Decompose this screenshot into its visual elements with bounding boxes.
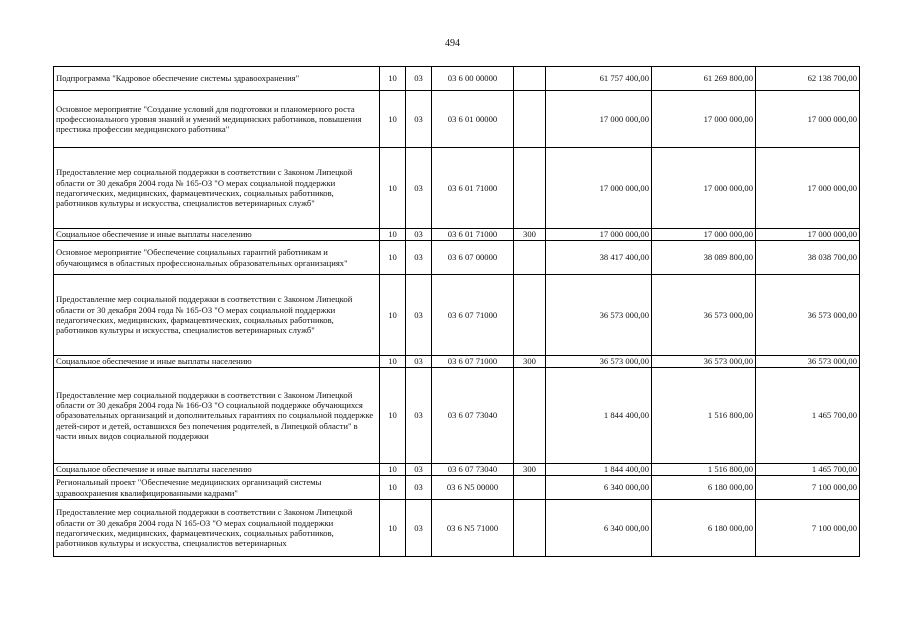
amount-year2-cell: 1 516 800,00 [652, 464, 756, 476]
amount-year3-cell: 1 465 700,00 [756, 464, 860, 476]
item-name-cell: Социальное обеспечение и иные выплаты населению [54, 229, 380, 241]
subsection-code-cell: 03 [406, 476, 432, 500]
section-code-cell: 10 [380, 91, 406, 148]
amount-year1-cell: 61 757 400,00 [546, 67, 652, 91]
amount-year2-cell: 61 269 800,00 [652, 67, 756, 91]
target-article-cell: 03 6 01 71000 [432, 148, 514, 229]
amount-year1-cell: 38 417 400,00 [546, 241, 652, 275]
table-row [54, 356, 860, 368]
expense-type-cell: 300 [514, 356, 546, 368]
subsection-code-cell: 03 [406, 368, 432, 464]
item-name-cell: Предоставление мер социальной поддержки в соответствии с Законом Липецкой области от 30 декабря 2004 года № 165-ОЗ "О мерах социальной поддержки педагогических, медицинских, фармацевтических, социальных работников, работников культуры и искусства, специалистов ветеринарных служб" [54, 148, 380, 229]
amount-year3-cell: 7 100 000,00 [756, 476, 860, 500]
section-code-cell: 10 [380, 67, 406, 91]
amount-year2-cell: 6 180 000,00 [652, 500, 756, 557]
target-article-cell: 03 6 N5 71000 [432, 500, 514, 557]
section-code-cell: 10 [380, 368, 406, 464]
target-article-cell: 03 6 07 73040 [432, 464, 514, 476]
expense-type-cell [514, 67, 546, 91]
item-name-cell: Предоставление мер социальной поддержки в соответствии с Законом Липецкой области от 30 декабря 2004 года N 165-ОЗ "О мерах социальной поддержки педагогических, медицинских, фармацевтических, социальных работников, работников культуры и искусства, специалистов ветеринарных [54, 500, 380, 557]
amount-year2-cell: 17 000 000,00 [652, 229, 756, 241]
amount-year1-cell: 6 340 000,00 [546, 476, 652, 500]
section-code-cell: 10 [380, 229, 406, 241]
amount-year2-cell: 6 180 000,00 [652, 476, 756, 500]
item-name-cell: Подпрограмма "Кадровое обеспечение системы здравоохранения" [54, 67, 380, 91]
section-code-cell: 10 [380, 241, 406, 275]
amount-year2-cell: 38 089 800,00 [652, 241, 756, 275]
target-article-cell: 03 6 07 71000 [432, 356, 514, 368]
subsection-code-cell: 03 [406, 67, 432, 91]
target-article-cell: 03 6 07 71000 [432, 275, 514, 356]
item-name-cell: Региональный проект "Обеспечение медицинских организаций системы здравоохранения квалифицированными кадрами" [54, 476, 380, 500]
item-name-cell: Предоставление мер социальной поддержки в соответствии с Законом Липецкой области от 30 декабря 2004 года № 166-ОЗ "О социальной поддержке обучающихся образовательных организаций и дополнительных гарантиях по социальной поддержке детей-сирот и детей, оставшихся без попечения родителей, в Липецкой области" в части иных видов социальной поддержки [54, 368, 380, 464]
expense-type-cell [514, 148, 546, 229]
target-article-cell: 03 6 01 00000 [432, 91, 514, 148]
budget-table-body [54, 67, 860, 557]
amount-year3-cell: 17 000 000,00 [756, 91, 860, 148]
target-article-cell: 03 6 01 71000 [432, 229, 514, 241]
item-name-cell: Основное мероприятие "Создание условий для подготовки и планомерного роста профессионального уровня знаний и умений медицинских работников, повышения престижа профессии медицинского работника" [54, 91, 380, 148]
budget-table [53, 66, 860, 557]
expense-type-cell [514, 275, 546, 356]
subsection-code-cell: 03 [406, 464, 432, 476]
section-code-cell: 10 [380, 148, 406, 229]
table-row [54, 368, 860, 464]
item-name-cell: Социальное обеспечение и иные выплаты населению [54, 464, 380, 476]
section-code-cell: 10 [380, 464, 406, 476]
expense-type-cell [514, 500, 546, 557]
page-number: 494 [445, 38, 460, 49]
subsection-code-cell: 03 [406, 229, 432, 241]
table-row [54, 241, 860, 275]
expense-type-cell [514, 476, 546, 500]
table-row [54, 476, 860, 500]
amount-year1-cell: 1 844 400,00 [546, 368, 652, 464]
amount-year2-cell: 17 000 000,00 [652, 91, 756, 148]
amount-year2-cell: 17 000 000,00 [652, 148, 756, 229]
table-row [54, 229, 860, 241]
section-code-cell: 10 [380, 356, 406, 368]
item-name-cell: Предоставление мер социальной поддержки в соответствии с Законом Липецкой области от 30 декабря 2004 года № 165-ОЗ "О мерах социальной поддержки педагогических, медицинских, фармацевтических, социальных работников, работников культуры и искусства, специалистов ветеринарных служб" [54, 275, 380, 356]
amount-year1-cell: 17 000 000,00 [546, 148, 652, 229]
subsection-code-cell: 03 [406, 91, 432, 148]
section-code-cell: 10 [380, 500, 406, 557]
target-article-cell: 03 6 N5 00000 [432, 476, 514, 500]
target-article-cell: 03 6 07 00000 [432, 241, 514, 275]
subsection-code-cell: 03 [406, 356, 432, 368]
section-code-cell: 10 [380, 476, 406, 500]
table-row [54, 148, 860, 229]
section-code-cell: 10 [380, 275, 406, 356]
amount-year3-cell: 36 573 000,00 [756, 275, 860, 356]
subsection-code-cell: 03 [406, 241, 432, 275]
amount-year1-cell: 6 340 000,00 [546, 500, 652, 557]
amount-year3-cell: 62 138 700,00 [756, 67, 860, 91]
expense-type-cell [514, 368, 546, 464]
table-row [54, 67, 860, 91]
amount-year1-cell: 17 000 000,00 [546, 91, 652, 148]
table-row [54, 464, 860, 476]
subsection-code-cell: 03 [406, 148, 432, 229]
item-name-cell: Социальное обеспечение и иные выплаты населению [54, 356, 380, 368]
table-row [54, 500, 860, 557]
amount-year1-cell: 1 844 400,00 [546, 464, 652, 476]
amount-year1-cell: 36 573 000,00 [546, 356, 652, 368]
amount-year3-cell: 17 000 000,00 [756, 229, 860, 241]
amount-year1-cell: 36 573 000,00 [546, 275, 652, 356]
table-row [54, 91, 860, 148]
expense-type-cell [514, 241, 546, 275]
amount-year3-cell: 1 465 700,00 [756, 368, 860, 464]
subsection-code-cell: 03 [406, 500, 432, 557]
amount-year2-cell: 1 516 800,00 [652, 368, 756, 464]
subsection-code-cell: 03 [406, 275, 432, 356]
amount-year2-cell: 36 573 000,00 [652, 356, 756, 368]
amount-year3-cell: 17 000 000,00 [756, 148, 860, 229]
target-article-cell: 03 6 00 00000 [432, 67, 514, 91]
amount-year3-cell: 36 573 000,00 [756, 356, 860, 368]
table-row [54, 275, 860, 356]
expense-type-cell [514, 91, 546, 148]
amount-year2-cell: 36 573 000,00 [652, 275, 756, 356]
amount-year3-cell: 7 100 000,00 [756, 500, 860, 557]
expense-type-cell: 300 [514, 229, 546, 241]
amount-year1-cell: 17 000 000,00 [546, 229, 652, 241]
item-name-cell: Основное мероприятие "Обеспечение социальных гарантий работникам и обучающимся в областных профессиональных образовательных организациях" [54, 241, 380, 275]
target-article-cell: 03 6 07 73040 [432, 368, 514, 464]
amount-year3-cell: 38 038 700,00 [756, 241, 860, 275]
expense-type-cell: 300 [514, 464, 546, 476]
